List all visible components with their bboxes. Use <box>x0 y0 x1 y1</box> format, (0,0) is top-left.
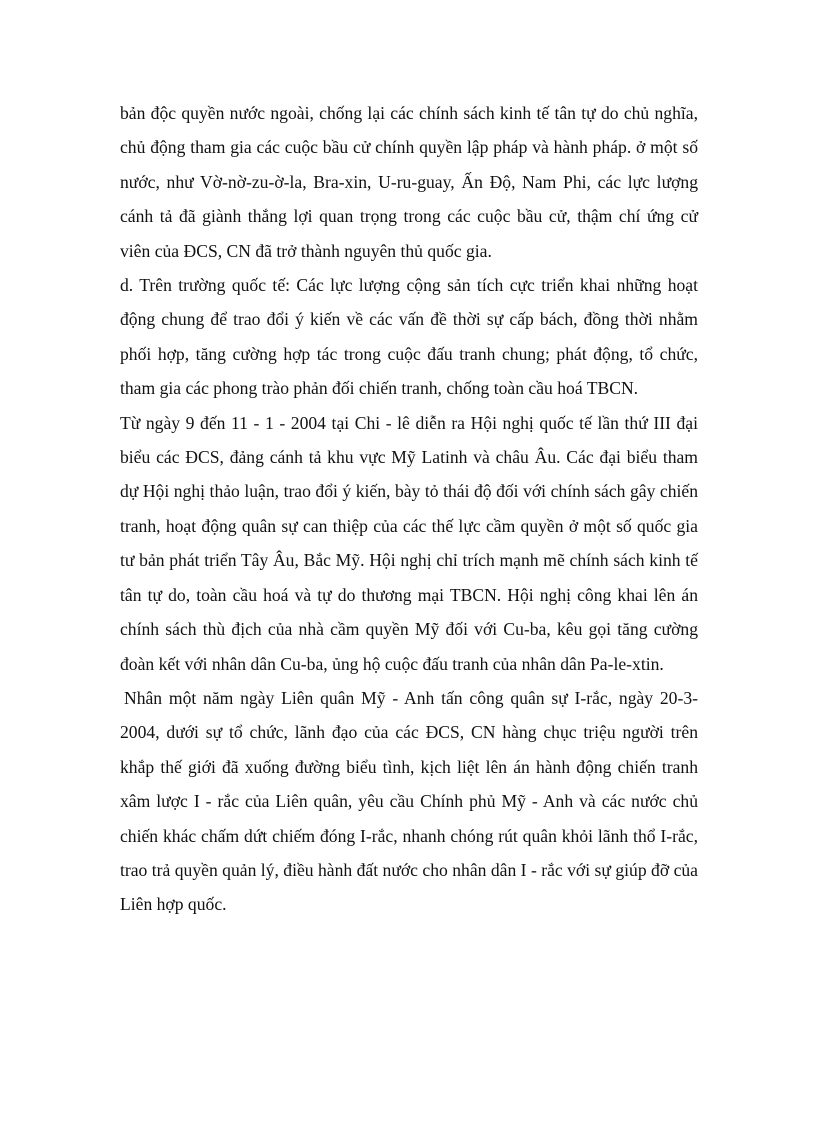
paragraph-iraq-protests: Nhân một năm ngày Liên quân Mỹ - Anh tấn công quân sự I-rắc, ngày 20-3-2004, dưới sự tổ chức, lãnh đạo của các ĐCS, CN hàng chục triệu người trên khắp thế giới đã xuống đường biểu tình, kịch liệt lên án hành động chiến tranh xâm lược I - rắc của Liên quân, yêu cầu Chính phủ Mỹ - Anh và các nước chủ chiến khác chấm dứt chiếm đóng I-rắc, nhanh chóng rút quân khỏi lãnh thổ I-rắc, trao trả quyền quản lý, điều hành đất nước cho nhân dân I - rắc với sự giúp đỡ của Liên hợp quốc. <box>120 687 698 915</box>
paragraph-international: d. Trên trường quốc tế: Các lực lượng cộng sản tích cực triển khai những hoạt động chung để trao đổi ý kiến về các vấn đề thời sự cấp bách, đồng thời nhằm phối hợp, tăng cường hợp tác trong cuộc đấu tranh chung; phát động, tổ chức, tham gia các phong trào phản đối chiến tranh, chống toàn cầu hoá TBCN. <box>120 275 698 399</box>
document-page <box>120 96 698 922</box>
paragraph-elections: bản độc quyền nước ngoài, chống lại các chính sách kinh tế tân tự do chủ nghĩa, chủ động tham gia các cuộc bầu cử chính quyền lập pháp và hành pháp. ở một số nước, như Vờ-nờ-zu-ờ-la, Bra-xin, U-ru-guay, Ấn Độ, Nam Phi, các lực lượng cánh tả đã giành thắng lợi quan trọng trong các cuộc bầu cử, thậm chí ứng cử viên của ĐCS, CN đã trở thành nguyên thủ quốc gia. <box>120 103 698 261</box>
paragraph-chile-conference: Từ ngày 9 đến 11 - 1 - 2004 tại Chi - lê diễn ra Hội nghị quốc tế lần thứ III đại biểu các ĐCS, đảng cánh tả khu vực Mỹ Latinh và châu Âu. Các đại biểu tham dự Hội nghị thảo luận, trao đổi ý kiến, bày tỏ thái độ đối với chính sách gây chiến tranh, hoạt động quân sự can thiệp của các thế lực cầm quyền ở một số quốc gia tư bản phát triển Tây Âu, Bắc Mỹ. Hội nghị chỉ trích mạnh mẽ chính sách kinh tế tân tự do, toàn cầu hoá và tự do thương mại TBCN. Hội nghị công khai lên án chính sách thù địch của nhà cầm quyền Mỹ đối với Cu-ba, kêu gọi tăng cường đoàn kết với nhân dân Cu-ba, ủng hộ cuộc đấu tranh của nhân dân Pa-le-xtin. <box>120 412 698 674</box>
